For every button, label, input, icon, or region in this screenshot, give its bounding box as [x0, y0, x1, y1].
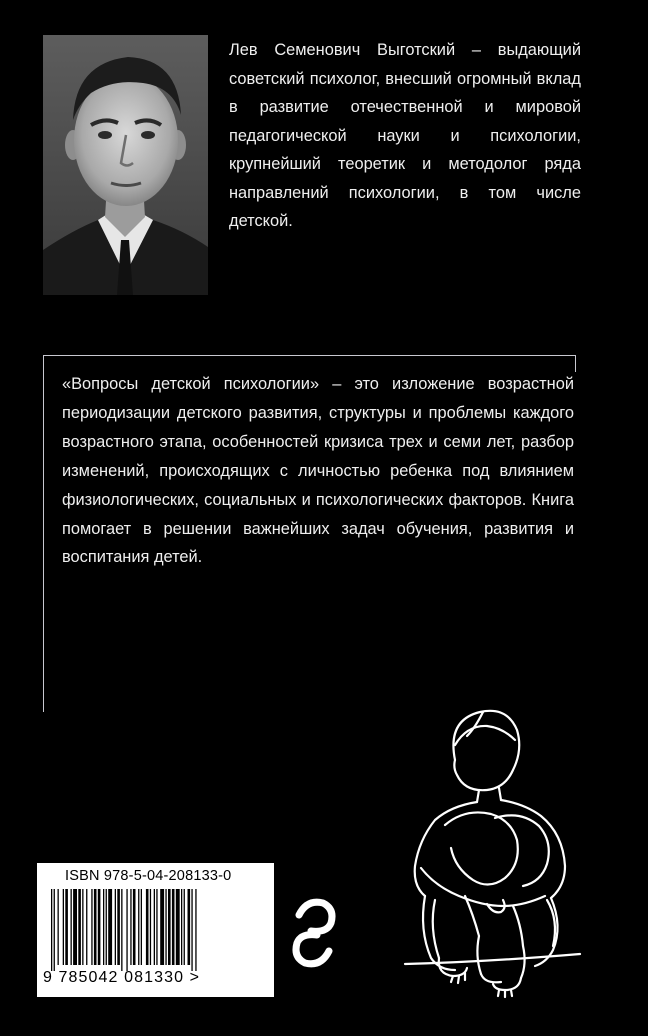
- barcode-bar: [160, 889, 164, 965]
- barcode-bar: [98, 889, 101, 965]
- sitting-child-drawing: [395, 700, 585, 1000]
- barcode-bar: [146, 889, 149, 965]
- barcode-bar: [91, 889, 92, 965]
- description-text: «Вопросы детской психологии» – это изложение возрастной периодизации детского развития, структуры и проблемы каждого возрастного этапа, особенностей кризиса трех и семи лет, разбор изменений, происходящих с личностью ребенка под влиянием физиологических, социальных и психологических факторов. Книга помогает в решении важнейших задач обучения, развития и воспитания детей.: [62, 375, 574, 567]
- barcode-bar: [86, 889, 87, 965]
- barcode-bar: [108, 889, 112, 965]
- barcode-bar: [141, 889, 142, 965]
- barcode-bar: [73, 889, 77, 965]
- barcode-bar: [130, 889, 131, 965]
- barcode-bar: [106, 889, 107, 965]
- barcode-bar: [165, 889, 166, 965]
- barcode-bar: [191, 889, 192, 971]
- barcode-bar: [103, 889, 104, 965]
- barcode-bar: [54, 889, 55, 971]
- barcode-bar: [115, 889, 116, 965]
- barcode-bar: [133, 889, 136, 965]
- barcode-digits: 9 785042 081330 >: [43, 969, 201, 986]
- author-bio: Лев Семенович Выготский – выдающий советский психолог, внесший огромный вклад в развитие отечественной и мировой педагогической науки и психологии, крупнейший теоретик и методолог ряда направлений психологии, в том числе детской.: [229, 41, 581, 230]
- barcode-bar: [176, 889, 180, 965]
- barcode-bar: [78, 889, 81, 965]
- barcode-bar: [172, 889, 175, 965]
- barcode-bar: [195, 889, 196, 971]
- author-portrait: [43, 35, 208, 295]
- barcode-bar: [51, 889, 52, 971]
- barcode-bar: [58, 889, 59, 965]
- barcode-bar: [121, 889, 122, 971]
- barcode-bar: [126, 889, 127, 971]
- barcode-bar: [65, 889, 68, 965]
- publisher-logo-icon: [289, 893, 339, 973]
- barcode-bar: [63, 889, 64, 965]
- barcode-bar: [71, 889, 72, 965]
- author-portrait-photo: [43, 35, 208, 295]
- barcode-bars: [51, 889, 261, 971]
- barcode-bar: [138, 889, 139, 965]
- isbn-label: ISBN 978-5-04-208133-0: [65, 868, 232, 884]
- barcode-bar: [181, 889, 182, 965]
- barcode-bar: [184, 889, 185, 965]
- barcode-bar: [94, 889, 97, 965]
- barcode-bar: [168, 889, 171, 965]
- barcode-bar: [188, 889, 191, 965]
- frame-gap: [574, 372, 580, 717]
- barcode-bar: [150, 889, 151, 965]
- barcode-block: [37, 863, 274, 997]
- barcode-bar: [82, 889, 83, 965]
- book-description: [62, 370, 574, 572]
- barcode-bar: [117, 889, 120, 965]
- barcode-bar: [156, 889, 157, 965]
- barcode-bar: [154, 889, 155, 965]
